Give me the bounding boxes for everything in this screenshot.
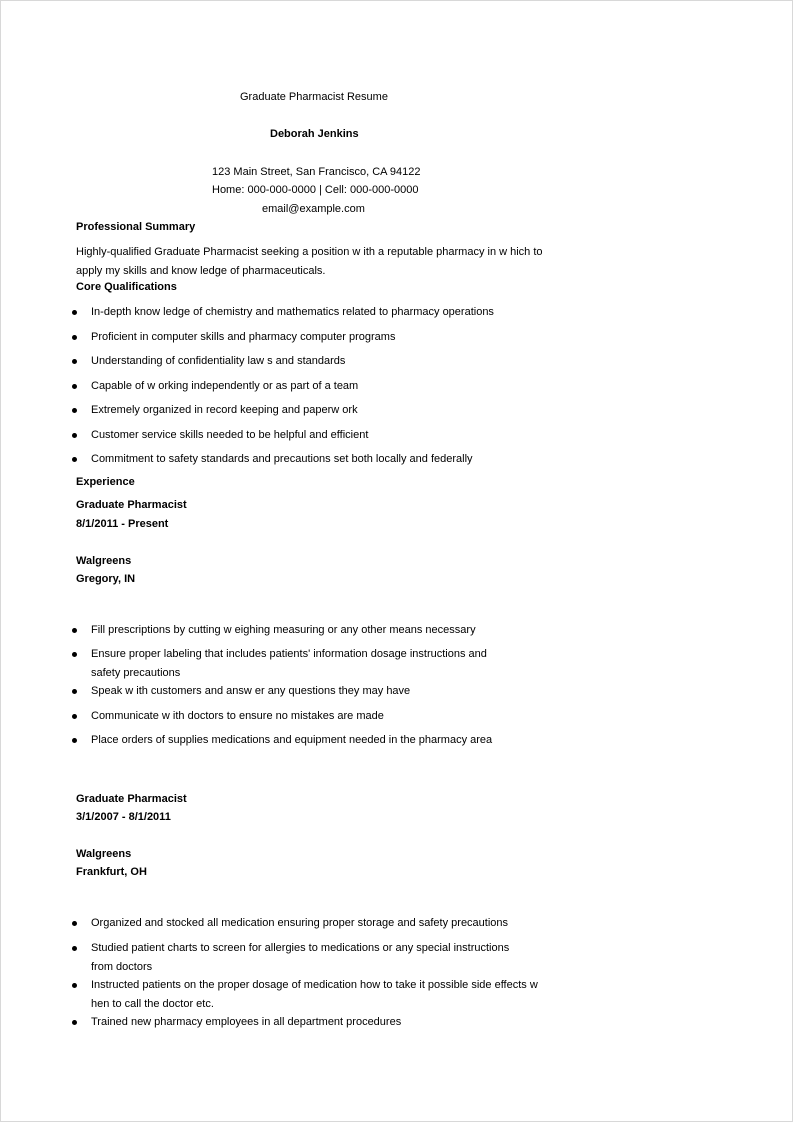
bullet-icon — [72, 408, 77, 413]
duty-text: Instructed patients on the proper dosage of medication how to take it possible side effects w hen to call the doctor etc. — [91, 979, 538, 1010]
bullet-icon — [72, 335, 77, 340]
email-link[interactable]: email@example.com — [262, 203, 365, 215]
phone-numbers: Home: 000-000-0000 | Cell: 000-000-0000 — [212, 184, 419, 196]
document-title: Graduate Pharmacist Resume — [240, 91, 388, 103]
bullet-icon — [72, 359, 77, 364]
bullet-icon — [72, 433, 77, 438]
company-location: Gregory, IN — [76, 573, 136, 585]
bullet-icon — [72, 689, 77, 694]
duty-text: Ensure proper labeling that includes patients' information dosage instructions and safety precautions — [91, 648, 487, 679]
job-title: Graduate Pharmacist — [76, 499, 187, 511]
qualification-text: Capable of w orking independently or as part of a team — [91, 380, 359, 392]
job-title: Graduate Pharmacist — [76, 793, 187, 805]
duty-text: Speak w ith customers and answ er any questions they may have — [91, 685, 411, 697]
qualification-text: Understanding of confidentiality law s and standards — [91, 355, 346, 367]
bullet-icon — [72, 628, 77, 633]
company-name: Walgreens — [76, 555, 132, 567]
bullet-icon — [72, 921, 77, 926]
bullet-icon — [72, 1020, 77, 1025]
job-dates: 3/1/2007 - 8/1/2011 — [76, 811, 171, 823]
job-dates: 8/1/2011 - Present — [76, 518, 169, 530]
address: 123 Main Street, San Francisco, CA 94122 — [212, 166, 421, 178]
bullet-icon — [72, 946, 77, 951]
bullet-icon — [72, 738, 77, 743]
bullet-icon — [72, 714, 77, 719]
experience-heading: Experience — [76, 476, 135, 488]
summary-heading: Professional Summary — [76, 221, 196, 233]
duty-text: Trained new pharmacy employees in all department procedures — [91, 1016, 402, 1028]
qualification-text: In-depth know ledge of chemistry and mathematics related to pharmacy operations — [91, 306, 494, 318]
company-location: Frankfurt, OH — [76, 866, 147, 878]
qualification-text: Proficient in computer skills and pharmacy computer programs — [91, 331, 396, 343]
bullet-icon — [72, 384, 77, 389]
candidate-name: Deborah Jenkins — [270, 128, 359, 140]
qualifications-heading: Core Qualifications — [76, 281, 177, 293]
qualification-text: Extremely organized in record keeping and paperw ork — [91, 404, 358, 416]
duty-text: Organized and stocked all medication ensuring proper storage and safety precautions — [91, 917, 509, 929]
company-name: Walgreens — [76, 848, 132, 860]
bullet-icon — [72, 310, 77, 315]
duty-text: Communicate w ith doctors to ensure no mistakes are made — [91, 710, 384, 722]
bullet-icon — [72, 652, 77, 657]
duty-text: Place orders of supplies medications and equipment needed in the pharmacy area — [91, 734, 493, 746]
duty-text: Studied patient charts to screen for allergies to medications or any special instructions from doctors — [91, 942, 510, 973]
bullet-icon — [72, 457, 77, 462]
qualification-text: Customer service skills needed to be helpful and efficient — [91, 429, 369, 441]
summary-line-2: apply my skills and know ledge of pharmaceuticals. — [76, 265, 326, 277]
qualification-text: Commitment to safety standards and precautions set both locally and federally — [91, 453, 473, 465]
bullet-icon — [72, 983, 77, 988]
summary-line-1: Highly-qualified Graduate Pharmacist seeking a position w ith a reputable pharmacy in w hich to — [76, 246, 543, 258]
duty-text: Fill prescriptions by cutting w eighing measuring or any other means necessary — [91, 624, 476, 636]
